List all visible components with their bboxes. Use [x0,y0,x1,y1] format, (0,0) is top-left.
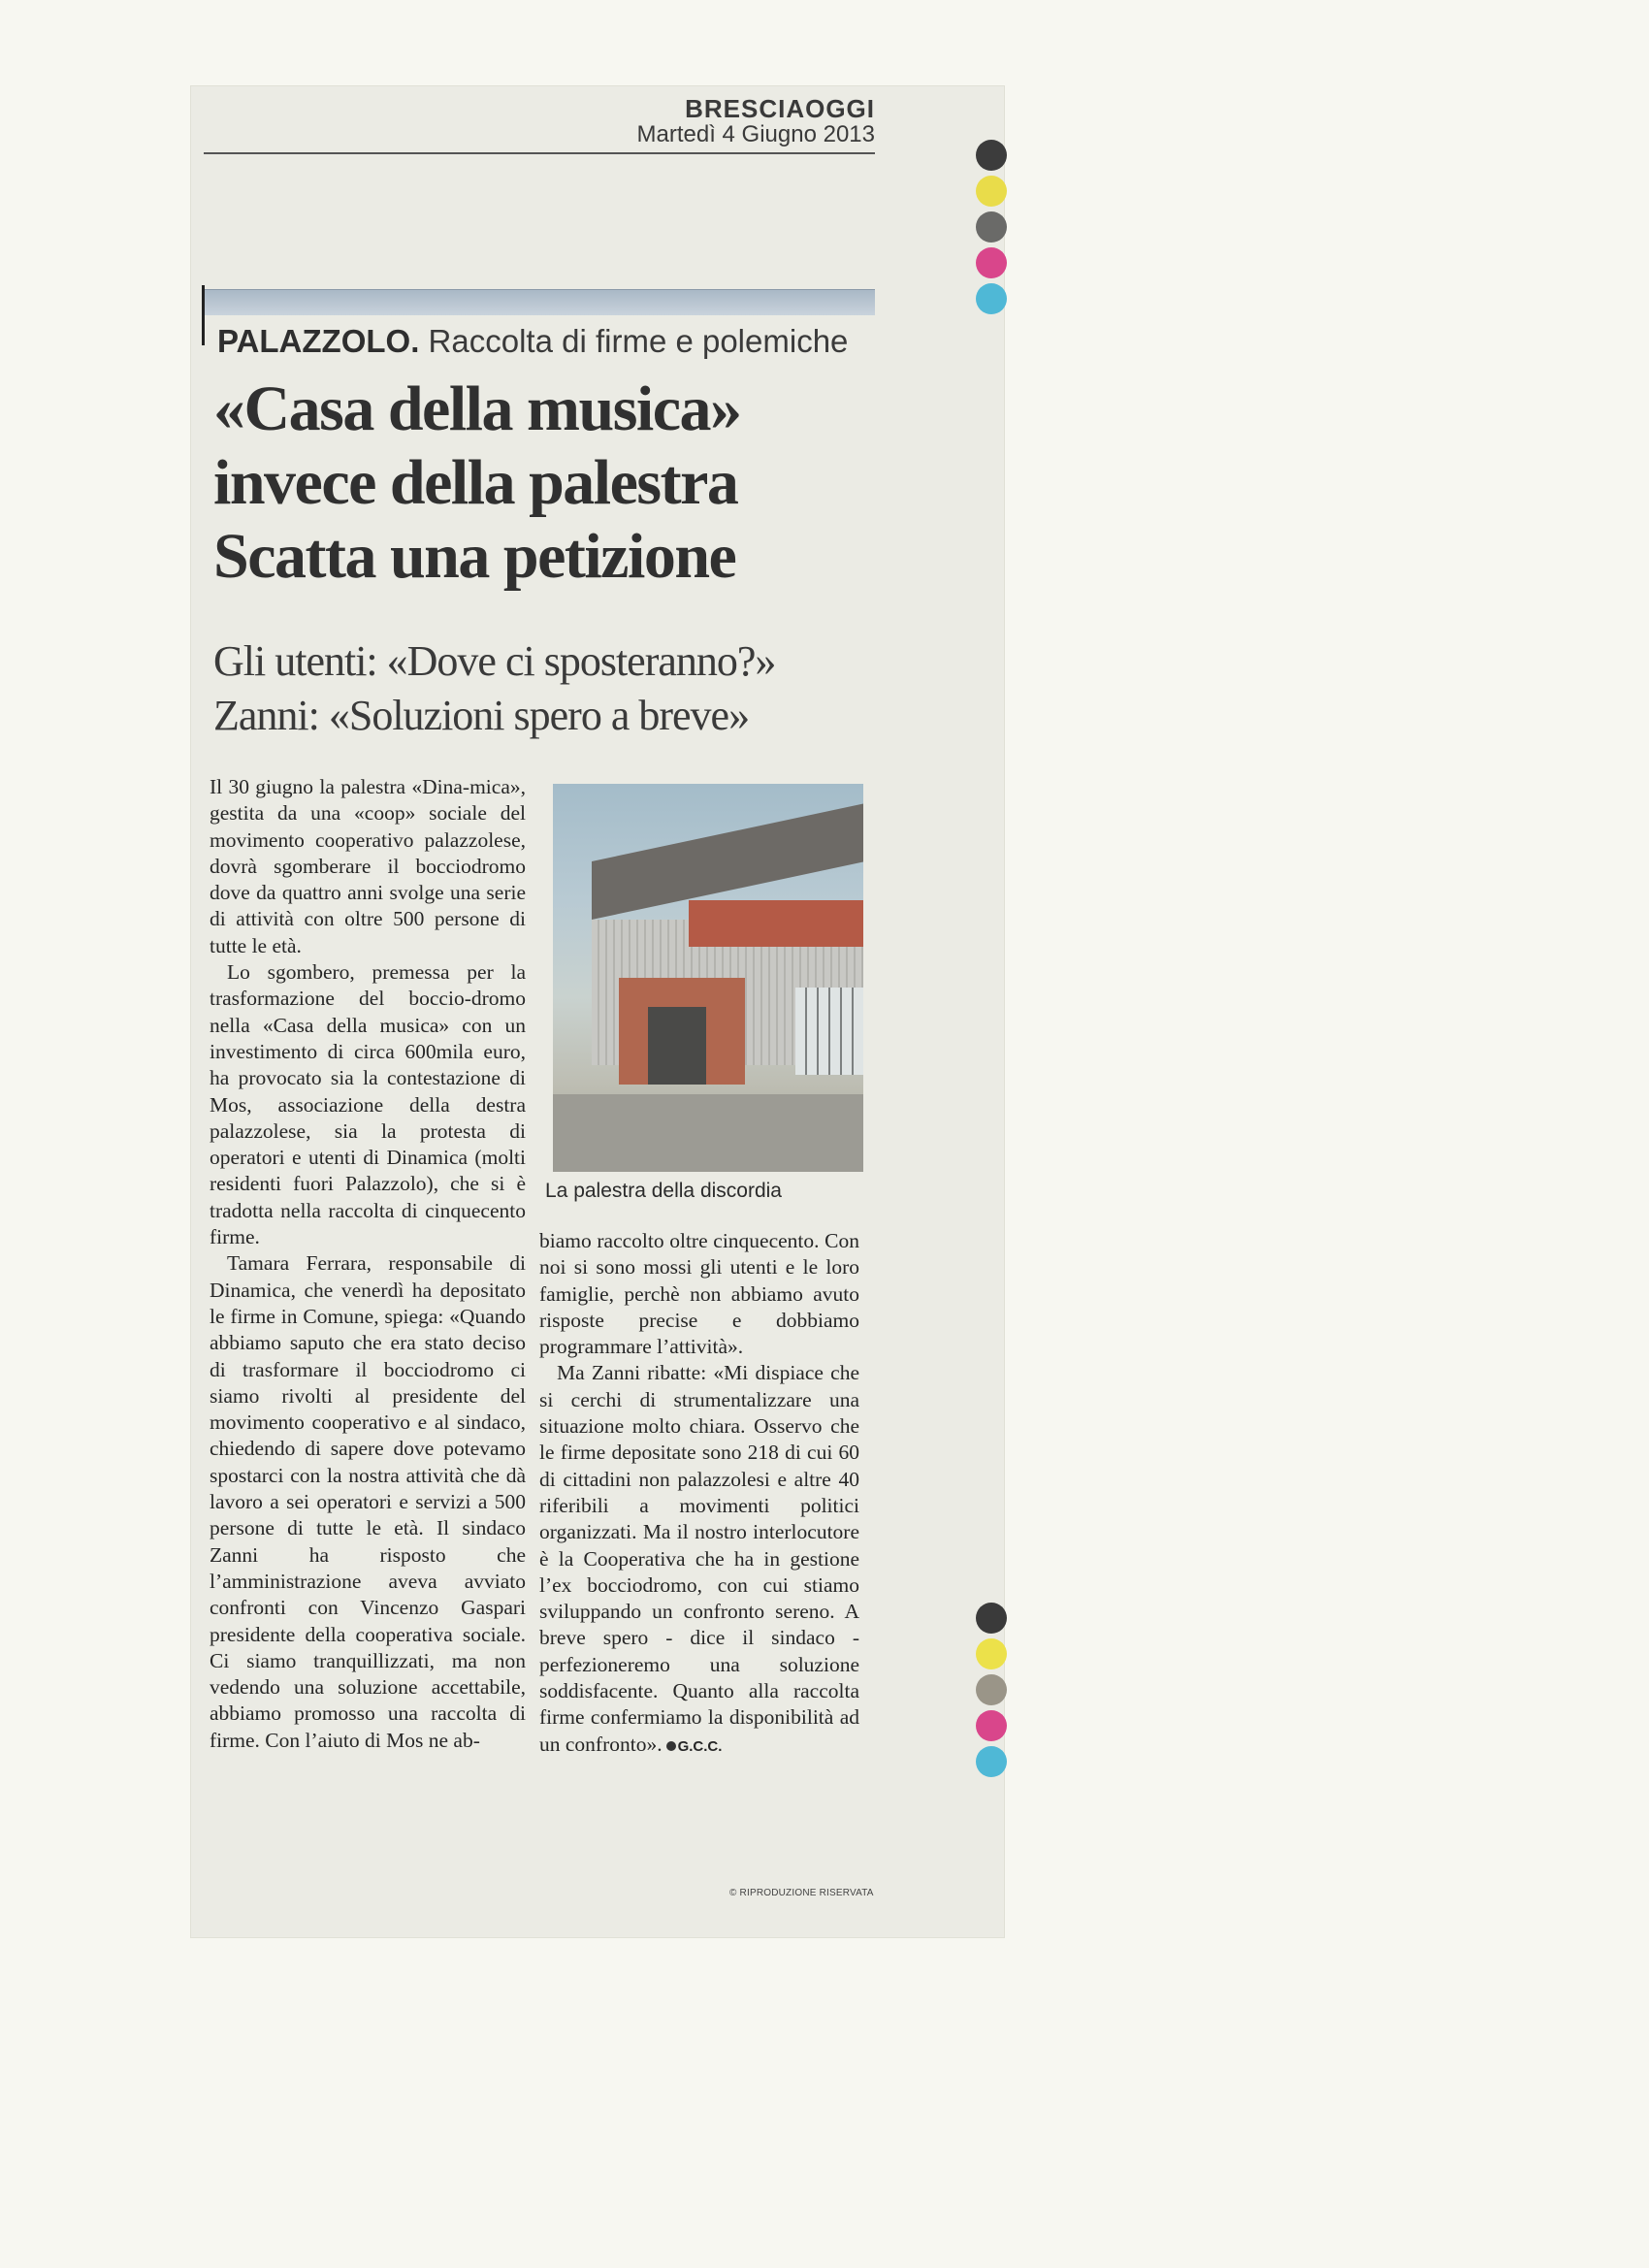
subhead-line: Zanni: «Soluzioni spero a breve» [213,692,750,739]
subhead-line: Gli utenti: «Dove ci sposteranno?» [213,637,776,685]
masthead [637,95,876,147]
body-paragraph: Il 30 giugno la palestra «Dina-mica», gestita da una «coop» sociale del movimento cooperativo palazzolese, dovrà sgomberare il bocciodromo dove da quattro anni svolge una serie di attività con oltre 500 persone di tutte le età. [210,775,526,957]
section-band [204,289,875,315]
registration-dot [976,1603,1007,1634]
headline-line: «Casa della musica» [213,373,741,444]
header-rule [204,152,875,154]
rights-notice: © RIPRODUZIONE RISERVATA [729,1888,874,1898]
byline-bullet-icon [666,1741,676,1751]
registration-dot [976,211,1007,243]
newspaper-clipping [190,85,1005,1938]
body-paragraph: Tamara Ferrara, responsabile di Dinamica, che venerdì ha depositato le firme in Comune, spiega: «Quando abbiamo saputo che era stato deciso di trasformare il bocciodromo ci siamo rivolti al presidente del movimento cooperativo e al sindaco, chiedendo di sapere dove potevamo spostarci con la nostra attività che dà lavoro a sei operatori e servizi a 500 persone di tutte le età. Il sindaco Zanni ha risposto che l’amministrazione aveva avviato confronti con Vincenzo Gaspari presidente della cooperativa sociale. Ci siamo tranquillizzati, ma non vedendo una soluzione accettabile, abbiamo promosso una raccolta di firme. Con l’aiuto di Mos ne ab- [210,1251,526,1752]
body-paragraph: biamo raccolto oltre cinquecento. Con noi si sono mossi gli utenti e le loro famiglie, perchè non abbiamo avuto risposte precise e dobbiamo programmare l’attività». [539,1229,859,1359]
headline-line: Scatta una petizione [213,521,736,592]
registration-dot [976,1638,1007,1669]
issue-date: Martedì 4 Giugno 2013 [636,121,875,147]
newspaper-name: BRESCIAOGGI [685,94,875,123]
byline: G.C.C. [677,1737,723,1755]
body-paragraph [539,1360,859,1759]
section-band-marker [202,285,205,345]
photo-building-door [648,1007,706,1085]
photo-building-brick [689,900,863,947]
registration-dot [976,247,1007,278]
body-column-right [539,1228,859,1760]
registration-dot [976,140,1007,171]
headline-line: invece della palestra [213,447,738,518]
registration-dot [976,283,1007,314]
photo-caption: La palestra della discordia [545,1180,782,1202]
registration-dot [976,1710,1007,1741]
kicker [217,322,848,361]
photo-ground [553,1094,863,1172]
registration-dot [976,176,1007,207]
article-photo [553,784,863,1172]
body-paragraph: Lo sgombero, premessa per la trasformazione del boccio-dromo nella «Casa della musica» con un investimento di circa 600mila euro, ha provocato sia la contestazione di Mos, associazione della destra palazzolese, sia la protesta di operatori e utenti di Dinamica (molti residenti fuori Palazzolo), che si è tradotta nella raccolta di cinquecento firme. [210,960,526,1249]
kicker-place: PALAZZOLO. [217,323,420,359]
registration-dot [976,1746,1007,1777]
body-paragraph-text: Ma Zanni ribatte: «Mi dispiace che si cerchi di strumentalizzare una situazione molto chiara. Osservo che le firme depositate sono 218 di cui 60 di cittadini non palazzolesi e altre 40 riferibili a movimenti politici organizzati. Ma il nostro interlocutore è la Cooperativa che ha in gestione l’ex bocciodromo, con cui stiamo sviluppando un confronto sereno. A breve spero - dice il sindaco - perfezioneremo una soluzione soddisfacente. Quanto alla raccolta firme confermiamo la disponibilità ad un confronto». [539,1361,859,1756]
color-registration-bar-top [976,140,1009,319]
body-column-left [210,774,526,1754]
registration-dot [976,1674,1007,1705]
kicker-topic: Raccolta di firme e polemiche [428,323,849,359]
headline [213,373,892,594]
color-registration-bar-bottom [976,1603,1009,1782]
subheadline [213,634,892,743]
photo-building-windows [795,988,863,1075]
